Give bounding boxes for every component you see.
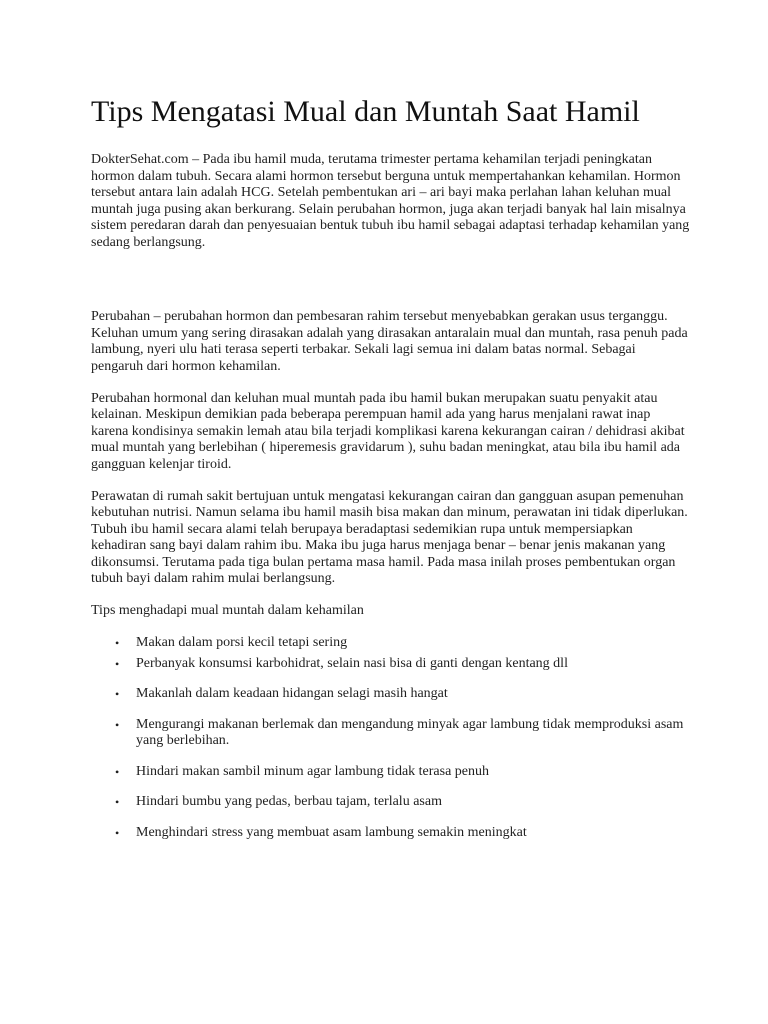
list-item xyxy=(91,635,691,652)
bullet-icon: • xyxy=(115,825,120,840)
list-item-text: Hindari makan sambil minum agar lambung tidak terasa penuh xyxy=(136,763,490,779)
list-item xyxy=(91,825,691,842)
spacer xyxy=(91,620,691,636)
list-item-text: Makan dalam porsi kecil tetapi sering xyxy=(136,635,348,650)
paragraph-intro: DokterSehat.com – Pada ibu hamil muda, terutama trimester pertama kehamilan terjadi peningkatan hormon dalam tubuh. Secara alami hormon tersebut berguna untuk mempertahankan kehamilan. Hormon tersebut antara lain adalah HCG. Setelah pembentukan ari – ari bayi maka perlahan lahan keluhan mual muntah juga pusing akan berkurang. Selain perubahan hormon, juga akan terjadi banyak hal lain misalnya sistem peredaran darah dan penyesuaian bentuk tubuh ibu hamil sebagai adaptasi terhadap kehamilan yang sedang berlangsung. xyxy=(91,152,690,250)
tips-list xyxy=(91,635,691,841)
bullet-icon: • xyxy=(115,687,120,701)
list-item xyxy=(91,764,691,781)
bullet-icon: • xyxy=(115,795,120,809)
document-page xyxy=(91,94,691,841)
paragraph-not-disease: Perubahan hormonal dan keluhan mual muntah pada ibu hamil bukan merupakan suatu penyakit atau kelainan. Meskipun demikian pada beberapa perempuan hamil ada yang harus menjalani rawat inap karena kondisinya semakin lemah atau bila terjadi komplikasi karena kekurangan cairan / dehidrasi akibat mual muntah yang berlebihan ( hiperemesis gravidarum ), suhu badan meningkat, atau bila ibu hamil ada gangguan kelenjar tiroid. xyxy=(91,390,685,472)
paragraph-hormone-changes: Perubahan – perubahan hormon dan pembesaran rahim tersebut menyebabkan gerakan usus terganggu. Keluhan umum yang sering dirasakan adalah yang dirasakan antaralain mual dan muntah, rasa penuh pada lambung, nyeri ulu hati terasa seperti terbakar. Sekali lagi semua ini dalam batas normal. Sebagai pengaruh dari hormon kehamilan. xyxy=(91,309,688,374)
spacer xyxy=(91,473,691,489)
list-item-text: Hindari bumbu yang pedas, berbau tajam, terlalu asam xyxy=(136,794,442,809)
list-item xyxy=(91,794,691,811)
bullet-icon: • xyxy=(115,764,120,779)
list-item xyxy=(91,686,691,703)
paragraph-hospital-care: Perawatan di rumah sakit bertujuan untuk mengatasi kekurangan cairan dan gangguan asupan pemenuhan kebutuhan nutrisi. Namun selama ibu hamil masih bisa makan dan minum, perawatan ini tidak diperlukan. Tubuh ibu hamil secara alami telah berupaya beradaptasi sedemikian rupa untuk mempersiapkan kehadiran sang bayi dalam rahim ibu. Maka ibu juga harus menjaga benar – benar jenis makanan yang dikonsumsi. Terutama pada tiga bulan pertama masa hamil. Pada masa inilah proses pembentukan organ tubuh bayi dalam rahim mulai berlangsung. xyxy=(91,488,688,586)
list-item-text: Menghindari stress yang membuat asam lambung semakin meningkat xyxy=(136,824,527,840)
article-title: Tips Mengatasi Mual dan Muntah Saat Hamil xyxy=(91,95,640,128)
bullet-icon: • xyxy=(115,717,120,732)
tips-heading: Tips menghadapi mual muntah dalam kehamilan xyxy=(91,603,364,618)
list-item-text: Mengurangi makanan berlemak dan mengandung minyak agar lambung tidak memproduksi asam yang berlebihan. xyxy=(136,716,684,748)
spacer xyxy=(91,251,691,309)
list-item-text: Makanlah dalam keadaan hidangan selagi masih hangat xyxy=(136,686,448,701)
spacer xyxy=(91,588,691,604)
spacer xyxy=(91,375,691,391)
bullet-icon: • xyxy=(115,656,120,671)
list-item-text: Perbanyak konsumsi karbohidrat, selain nasi bisa di ganti dengan kentang dll xyxy=(136,655,568,671)
bullet-icon: • xyxy=(115,636,120,650)
list-item xyxy=(91,656,691,673)
list-item xyxy=(91,717,691,750)
